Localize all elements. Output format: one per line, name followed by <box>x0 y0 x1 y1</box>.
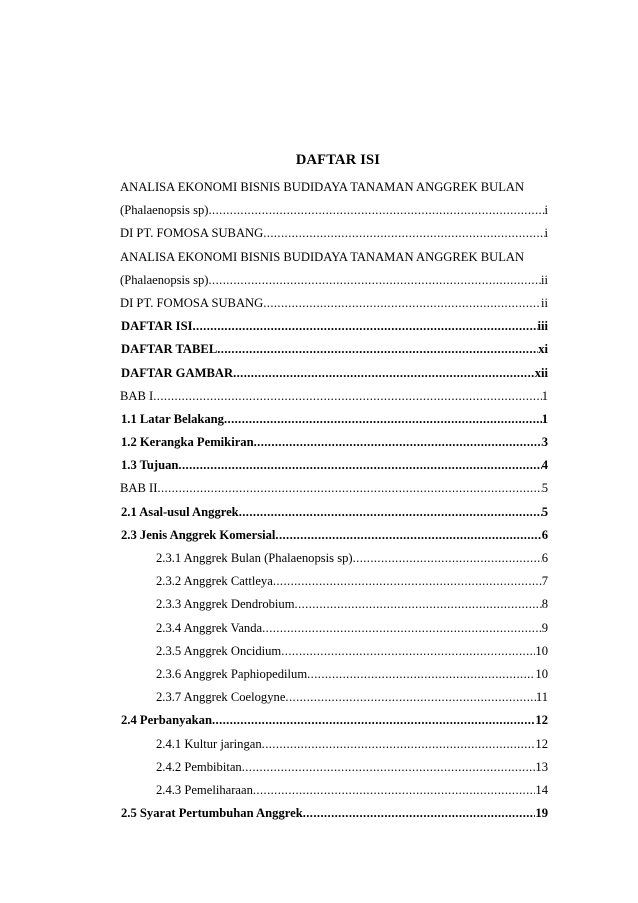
toc-entry <box>120 199 548 222</box>
toc-entry-page: 1 <box>541 388 548 403</box>
toc-entry-label: 2.3.6 Anggrek Paphiopedilum <box>156 666 308 681</box>
toc-entry-page: 13 <box>535 759 548 774</box>
toc-entry-page: 9 <box>541 620 548 635</box>
toc-entry <box>120 570 548 593</box>
table-of-contents <box>120 176 548 825</box>
toc-entry-label: 2.4 Perbanyakan <box>121 713 212 728</box>
toc-entry-label: DI PT. FOMOSA SUBANG <box>120 295 264 310</box>
toc-entry-label: 2.4.2 Pembibitan <box>156 759 242 774</box>
toc-entry-page: 5 <box>541 481 548 496</box>
toc-entry <box>120 246 548 269</box>
toc-entry <box>120 385 548 408</box>
toc-entry-page: xi <box>538 342 548 357</box>
toc-entry-page: 14 <box>535 782 548 797</box>
toc-entry-label: 2.3.7 Anggrek Coelogyne <box>156 690 286 705</box>
toc-entry <box>120 733 548 756</box>
page-title: DAFTAR ISI <box>295 152 381 168</box>
toc-entry-page: 1 <box>541 411 548 426</box>
toc-entry <box>120 802 548 825</box>
toc-entry-label: 2.3.5 Anggrek Oncidium <box>156 643 282 658</box>
toc-entry-label: DAFTAR ISI <box>121 319 193 334</box>
toc-entry-label: 2.3 Jenis Anggrek Komersial <box>121 527 276 542</box>
toc-entry-label: 2.5 Syarat Pertumbuhan Anggrek <box>121 806 303 821</box>
toc-entry-page: 4 <box>541 458 548 473</box>
toc-entry-page: 12 <box>535 736 548 751</box>
toc-entry-label: BAB I <box>120 388 154 403</box>
toc-entry-page: i <box>544 203 548 218</box>
toc-entry-label: 1.3 Tujuan <box>121 458 179 473</box>
toc-entry <box>120 176 548 199</box>
toc-entry-label: DI PT. FOMOSA SUBANG <box>120 226 264 241</box>
toc-entry-label: 1.2 Kerangka Pemikiran <box>121 435 254 450</box>
toc-entry-page: 10 <box>535 643 548 658</box>
toc-entry-label: 2.3.4 Anggrek Vanda <box>156 620 263 635</box>
toc-entry-label: 2.3.1 Anggrek Bulan (Phalaenopsis sp) <box>156 551 353 565</box>
toc-entry-label: 2.3.2 Anggrek Cattleya <box>156 574 273 589</box>
toc-entry <box>120 338 548 361</box>
toc-entry <box>120 292 548 315</box>
toc-entry-label: 2.4.1 Kultur jaringan <box>156 736 262 751</box>
toc-entry <box>120 431 548 454</box>
toc-entry-page: 6 <box>541 527 548 542</box>
toc-entry-label: 2.3.3 Anggrek Dendrobium <box>156 597 295 612</box>
toc-entry-label: DAFTAR TABEL <box>121 342 218 357</box>
toc-entry-page: iii <box>537 319 548 334</box>
toc-entry-page: 5 <box>541 504 548 519</box>
toc-entry <box>120 617 548 640</box>
toc-entry <box>120 454 548 477</box>
toc-entry-label: DAFTAR GAMBAR <box>121 365 234 380</box>
toc-entry <box>120 779 548 802</box>
toc-entry <box>120 408 548 431</box>
toc-entry <box>120 501 548 524</box>
toc-entry <box>120 362 548 385</box>
toc-entry-label: (Phalaenopsis sp) <box>120 203 209 218</box>
toc-entry <box>120 477 548 500</box>
toc-entry <box>120 709 548 732</box>
toc-entry-page: 6 <box>541 551 548 565</box>
toc-entry <box>120 756 548 779</box>
toc-entry <box>120 269 548 292</box>
toc-entry <box>120 593 548 616</box>
toc-entry-page: 3 <box>541 435 548 450</box>
toc-entry-label: 1.1 Latar Belakang <box>121 411 224 426</box>
toc-entry-page: 19 <box>535 806 548 821</box>
toc-entry-label: 2.4.3 Pemeliharaan <box>156 782 253 797</box>
toc-entry <box>120 315 548 338</box>
toc-entry-label: BAB II <box>120 481 158 496</box>
toc-entry-page: 7 <box>541 574 548 589</box>
toc-entry-label: ANALISA EKONOMI BISNIS BUDIDAYA TANAMAN ANGGREK BULAN <box>120 249 525 264</box>
toc-entry-label: (Phalaenopsis sp) <box>120 272 209 287</box>
toc-entry-page: xii <box>534 365 548 380</box>
toc-entry-page: i <box>544 226 548 241</box>
toc-entry-page: 8 <box>541 597 548 612</box>
toc-entry-label: ANALISA EKONOMI BISNIS BUDIDAYA TANAMAN ANGGREK BULAN <box>120 180 525 194</box>
toc-entry-page: ii <box>541 272 548 287</box>
toc-entry <box>120 663 548 686</box>
toc-entry <box>120 222 548 245</box>
toc-entry <box>120 640 548 663</box>
toc-entry-page: 11 <box>535 690 548 705</box>
toc-entry <box>120 686 548 709</box>
toc-entry-page: 12 <box>535 713 548 728</box>
toc-entry-page: ii <box>541 295 548 310</box>
toc-entry <box>120 524 548 547</box>
toc-entry-page: 10 <box>535 666 548 681</box>
toc-entry-label: 2.1 Asal-usul Anggrek <box>121 504 239 519</box>
toc-entry <box>120 547 548 570</box>
